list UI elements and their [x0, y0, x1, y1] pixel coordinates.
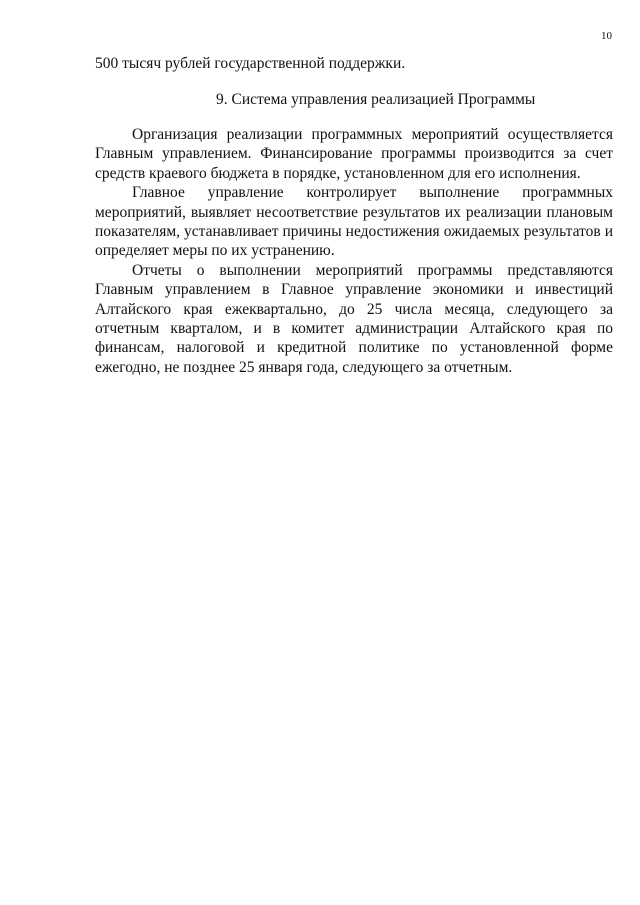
section-body	[95, 125, 613, 377]
paragraph-control: Главное управление контролирует выполнение программных мероприятий, выявляет несоответствие результатов их реализации плановым показателям, устанавливает причины недостижения ожидаемых результатов и определяет меры по их устранению.	[95, 184, 613, 260]
paragraph-organization: Организация реализации программных мероприятий осуществляется Главным управлением. Финансирование программы производится за счет средств краевого бюджета в порядке, установленном для его исполнения.	[95, 126, 613, 182]
paragraph-reports: Отчеты о выполнении мероприятий программы представляются Главным управлением в Главное управление экономики и инвестиций Алтайского края ежеквартально, до 25 числа месяца, следующего за отчетным кварталом, и в комитет администрации Алтайского края по финансам, налоговой и кредитной политике по установленной форме ежегодно, не позднее 25 января года, следующего за отчетным.	[95, 261, 613, 376]
continuation-line: 500 тысяч рублей государственной поддержки.	[95, 55, 406, 72]
section-heading: 9. Система управления реализацией Программы	[216, 91, 536, 108]
page-number: 10	[601, 30, 612, 42]
